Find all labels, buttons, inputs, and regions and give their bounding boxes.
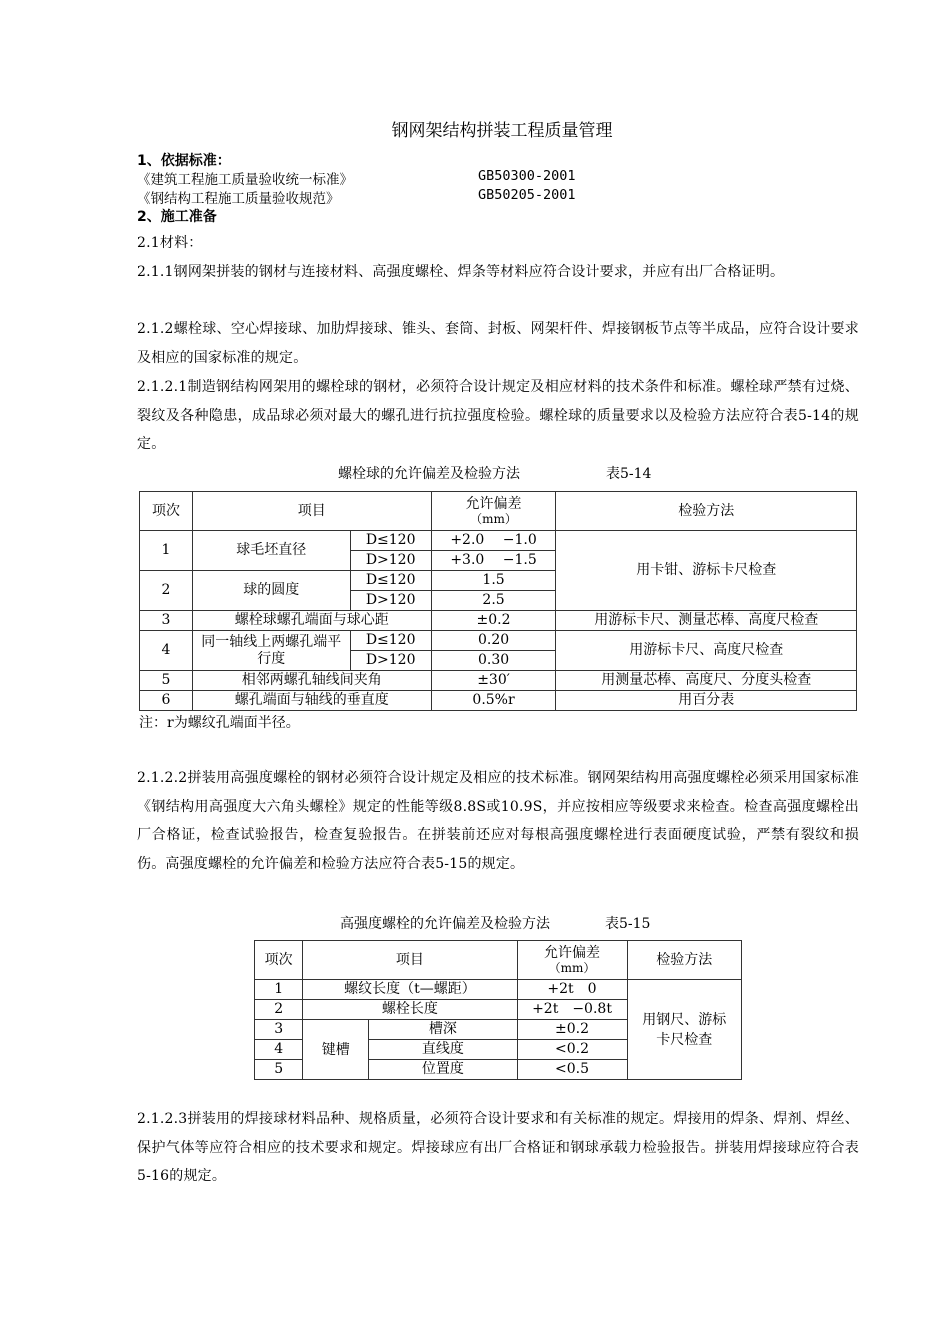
cell-method: 用测量芯棒、高度尺、分度头检查 bbox=[556, 671, 857, 691]
table-header-row bbox=[140, 492, 857, 531]
cell-item: 螺栓长度 bbox=[303, 1000, 517, 1020]
header-tolerance: 允许偏差 （mm） bbox=[517, 941, 627, 980]
header-tolerance: 允许偏差 （mm） bbox=[431, 492, 556, 531]
cell-no: 1 bbox=[255, 980, 303, 1000]
paragraph-2-1-2: 2.1.2螺栓球、空心焊接球、加肋焊接球、锥头、套筒、封板、网架杆件、焊接钢板节点等半成品，应符合设计要求及相应的国家标准的规定。 bbox=[137, 321, 859, 366]
cell-no: 3 bbox=[255, 1020, 303, 1040]
standard-name: 《钢结构工程施工质量验收规范》 bbox=[137, 191, 340, 207]
cell-tolerance: 2.5 bbox=[431, 591, 556, 611]
header-method: 检验方法 bbox=[556, 492, 857, 531]
cell-tolerance: +2t −0.8t bbox=[517, 1000, 627, 1020]
cell-group-keyway: 键槽 bbox=[303, 1020, 369, 1080]
cell-item: 螺孔端面与轴线的垂直度 bbox=[192, 691, 431, 711]
section-heading-standards: 1、依据标准： bbox=[137, 153, 231, 169]
cell-item: 球毛坯直径 bbox=[192, 531, 350, 571]
cell-tolerance: ±0.2 bbox=[431, 611, 556, 631]
cell-tolerance: <0.5 bbox=[517, 1060, 627, 1080]
table-5-14 bbox=[139, 491, 857, 711]
cell-tolerance: ±0.2 bbox=[517, 1020, 627, 1040]
cell-method: 用钢尺、游标卡尺检查 bbox=[627, 980, 741, 1080]
cell-condition: D>120 bbox=[350, 591, 431, 611]
cell-method: 用游标卡尺、高度尺检查 bbox=[556, 631, 857, 671]
header-no: 项次 bbox=[255, 941, 303, 980]
table-5-14-note: 注：r为螺纹孔端面半径。 bbox=[139, 715, 300, 731]
cell-no: 1 bbox=[140, 531, 193, 571]
paragraph-2-1-2-1: 2.1.2.1制造钢结构网架用的螺栓球的钢材，必须符合设计规定及相应材料的技术条件和标准。螺栓球严禁有过烧、裂纹及各种隐患，成品球必须对最大的螺孔进行抗拉强度检验。螺栓球的质量要求以及检验方法应符合表5-14的规定。 bbox=[137, 379, 859, 452]
cell-method: 用游标卡尺、测量芯棒、高度尺检查 bbox=[556, 611, 857, 631]
table-row bbox=[140, 531, 857, 551]
header-item: 项目 bbox=[303, 941, 517, 980]
table-5-15 bbox=[254, 940, 742, 1080]
cell-condition: D≤120 bbox=[350, 631, 431, 651]
cell-no: 2 bbox=[255, 1000, 303, 1020]
cell-no: 2 bbox=[140, 571, 193, 611]
page-title: 钢网架结构拼装工程质量管理 bbox=[391, 121, 613, 141]
cell-condition: D≤120 bbox=[350, 571, 431, 591]
table-header-row bbox=[255, 941, 742, 980]
paragraph-2-1-2-3: 2.1.2.3拼装用的焊接球材料品种、规格质量，必须符合设计要求和有关标准的规定。焊接用的焊条、焊剂、焊丝、保护气体等应符合相应的技术要求和规定。焊接球应有出厂合格证和钢球承载力检验报告。拼装用焊接球应符合表5-16的规定。 bbox=[137, 1111, 859, 1184]
cell-tolerance: +3.0 −1.5 bbox=[431, 551, 556, 571]
subheading-materials: 2.1材料： bbox=[137, 235, 203, 251]
standard-code: GB50300-2001 bbox=[478, 168, 576, 184]
cell-tolerance: 1.5 bbox=[431, 571, 556, 591]
header-item: 项目 bbox=[192, 492, 431, 531]
cell-no: 4 bbox=[255, 1040, 303, 1060]
cell-item: 直线度 bbox=[369, 1040, 517, 1060]
paragraph-2-1-1: 2.1.1钢网架拼装的钢材与连接材料、高强度螺栓、焊条等材料应符合设计要求，并应有出厂合格证明。 bbox=[137, 264, 785, 280]
table-5-14-caption: 螺栓球的允许偏差及检验方法 bbox=[338, 466, 520, 482]
cell-item: 球的圆度 bbox=[192, 571, 350, 611]
cell-item: 相邻两螺孔轴线间夹角 bbox=[192, 671, 431, 691]
header-no: 项次 bbox=[140, 492, 193, 531]
cell-item: 同一轴线上两螺孔端平行度 bbox=[192, 631, 350, 671]
table-5-15-number: 表5-15 bbox=[605, 916, 651, 932]
table-row bbox=[255, 980, 742, 1000]
cell-condition: D>120 bbox=[350, 551, 431, 571]
cell-tolerance: <0.2 bbox=[517, 1040, 627, 1060]
cell-tolerance: ±30′ bbox=[431, 671, 556, 691]
cell-item: 槽深 bbox=[369, 1020, 517, 1040]
cell-item: 位置度 bbox=[369, 1060, 517, 1080]
cell-item: 螺栓球螺孔端面与球心距 bbox=[192, 611, 431, 631]
cell-condition: D>120 bbox=[350, 651, 431, 671]
section-heading-preparation: 2、施工准备 bbox=[137, 209, 217, 225]
table-row bbox=[140, 611, 857, 631]
cell-no: 4 bbox=[140, 631, 193, 671]
header-method: 检验方法 bbox=[627, 941, 741, 980]
cell-tolerance: 0.30 bbox=[431, 651, 556, 671]
paragraph-2-1-2-2: 2.1.2.2拼装用高强度螺栓的钢材必须符合设计规定及相应的技术标准。钢网架结构用高强度螺栓必须采用国家标准《钢结构用高强度大六角头螺栓》规定的性能等级8.8S或10.9S，并应按相应等级要求来检查。检查高强度螺栓出厂合格证，检查试验报告，检查复验报告。在拼装前还应对每根高强度螺栓进行表面硬度试验，严禁有裂纹和损伤。高强度螺栓的允许偏差和检验方法应符合表5-15的规定。 bbox=[137, 770, 859, 872]
cell-no: 3 bbox=[140, 611, 193, 631]
cell-condition: D≤120 bbox=[350, 531, 431, 551]
cell-method: 用百分表 bbox=[556, 691, 857, 711]
cell-tolerance: 0.5%r bbox=[431, 691, 556, 711]
cell-tolerance: +2.0 −1.0 bbox=[431, 531, 556, 551]
cell-item: 螺纹长度（t—螺距） bbox=[303, 980, 517, 1000]
cell-no: 6 bbox=[140, 691, 193, 711]
cell-tolerance: 0.20 bbox=[431, 631, 556, 651]
cell-tolerance: +2t 0 bbox=[517, 980, 627, 1000]
table-row bbox=[140, 631, 857, 651]
standard-code: GB50205-2001 bbox=[478, 187, 576, 203]
table-row bbox=[140, 671, 857, 691]
cell-method: 用卡钳、游标卡尺检查 bbox=[556, 531, 857, 611]
cell-no: 5 bbox=[255, 1060, 303, 1080]
cell-no: 5 bbox=[140, 671, 193, 691]
table-row bbox=[140, 691, 857, 711]
table-5-15-caption: 高强度螺栓的允许偏差及检验方法 bbox=[340, 916, 550, 932]
standard-name: 《建筑工程施工质量验收统一标准》 bbox=[137, 172, 353, 188]
table-5-14-number: 表5-14 bbox=[606, 466, 652, 482]
